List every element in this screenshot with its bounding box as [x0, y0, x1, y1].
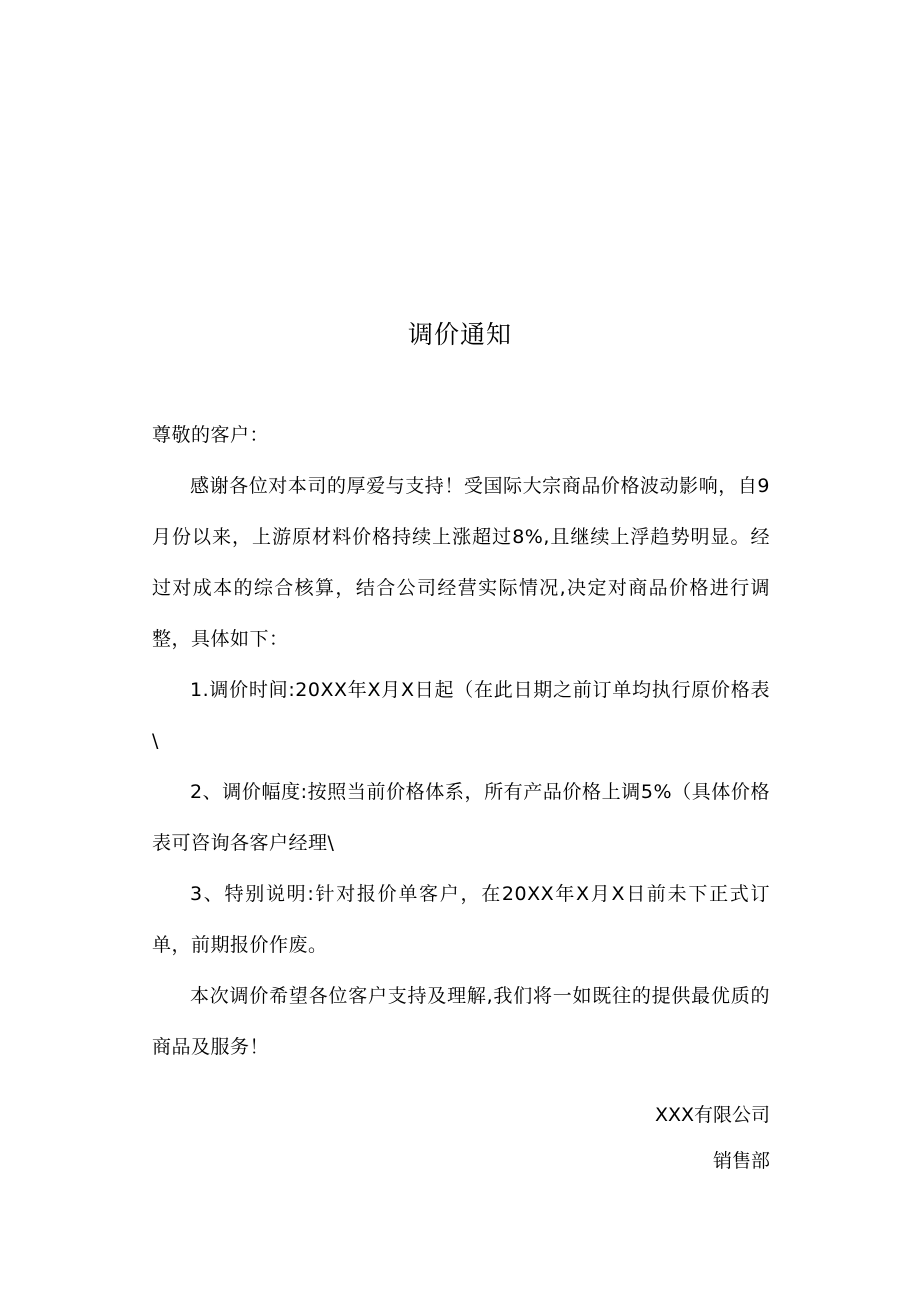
signature-block — [655, 1092, 770, 1184]
paragraph-closing: 本次调价希望各位客户支持及理解,我们将一如既往的提供最优质的商品及服务！ — [152, 985, 770, 1058]
paragraph-adjustment-range: 2、调价幅度:按照当前价格体系，所有产品价格上调5%（具体价格表可咨询各客户经理\ — [152, 781, 770, 854]
document-body — [152, 410, 770, 1073]
signature-company: XXX有限公司 — [654, 1104, 770, 1126]
paragraph-intro: 感谢各位对本司的厚爱与支持！受国际大宗商品价格波动影响，自9月份以来，上游原材料价格持续上涨超过8%,且继续上浮趋势明显。经过对成本的综合核算，结合公司经营实际情况,决定对商品价格进行调整，具体如下： — [152, 475, 770, 650]
paragraph-special-note: 3、特别说明:针对报价单客户，在20XX年X月X日前未下正式订单，前期报价作废。 — [152, 883, 770, 956]
paragraph-adjustment-time: 1.调价时间:20XX年X月X日起（在此日期之前订单均执行原价格表\ — [152, 679, 770, 752]
signature-department: 销售部 — [712, 1150, 770, 1172]
document-title: 调价通知 — [407, 320, 512, 349]
salutation: 尊敬的客户： — [152, 424, 270, 446]
